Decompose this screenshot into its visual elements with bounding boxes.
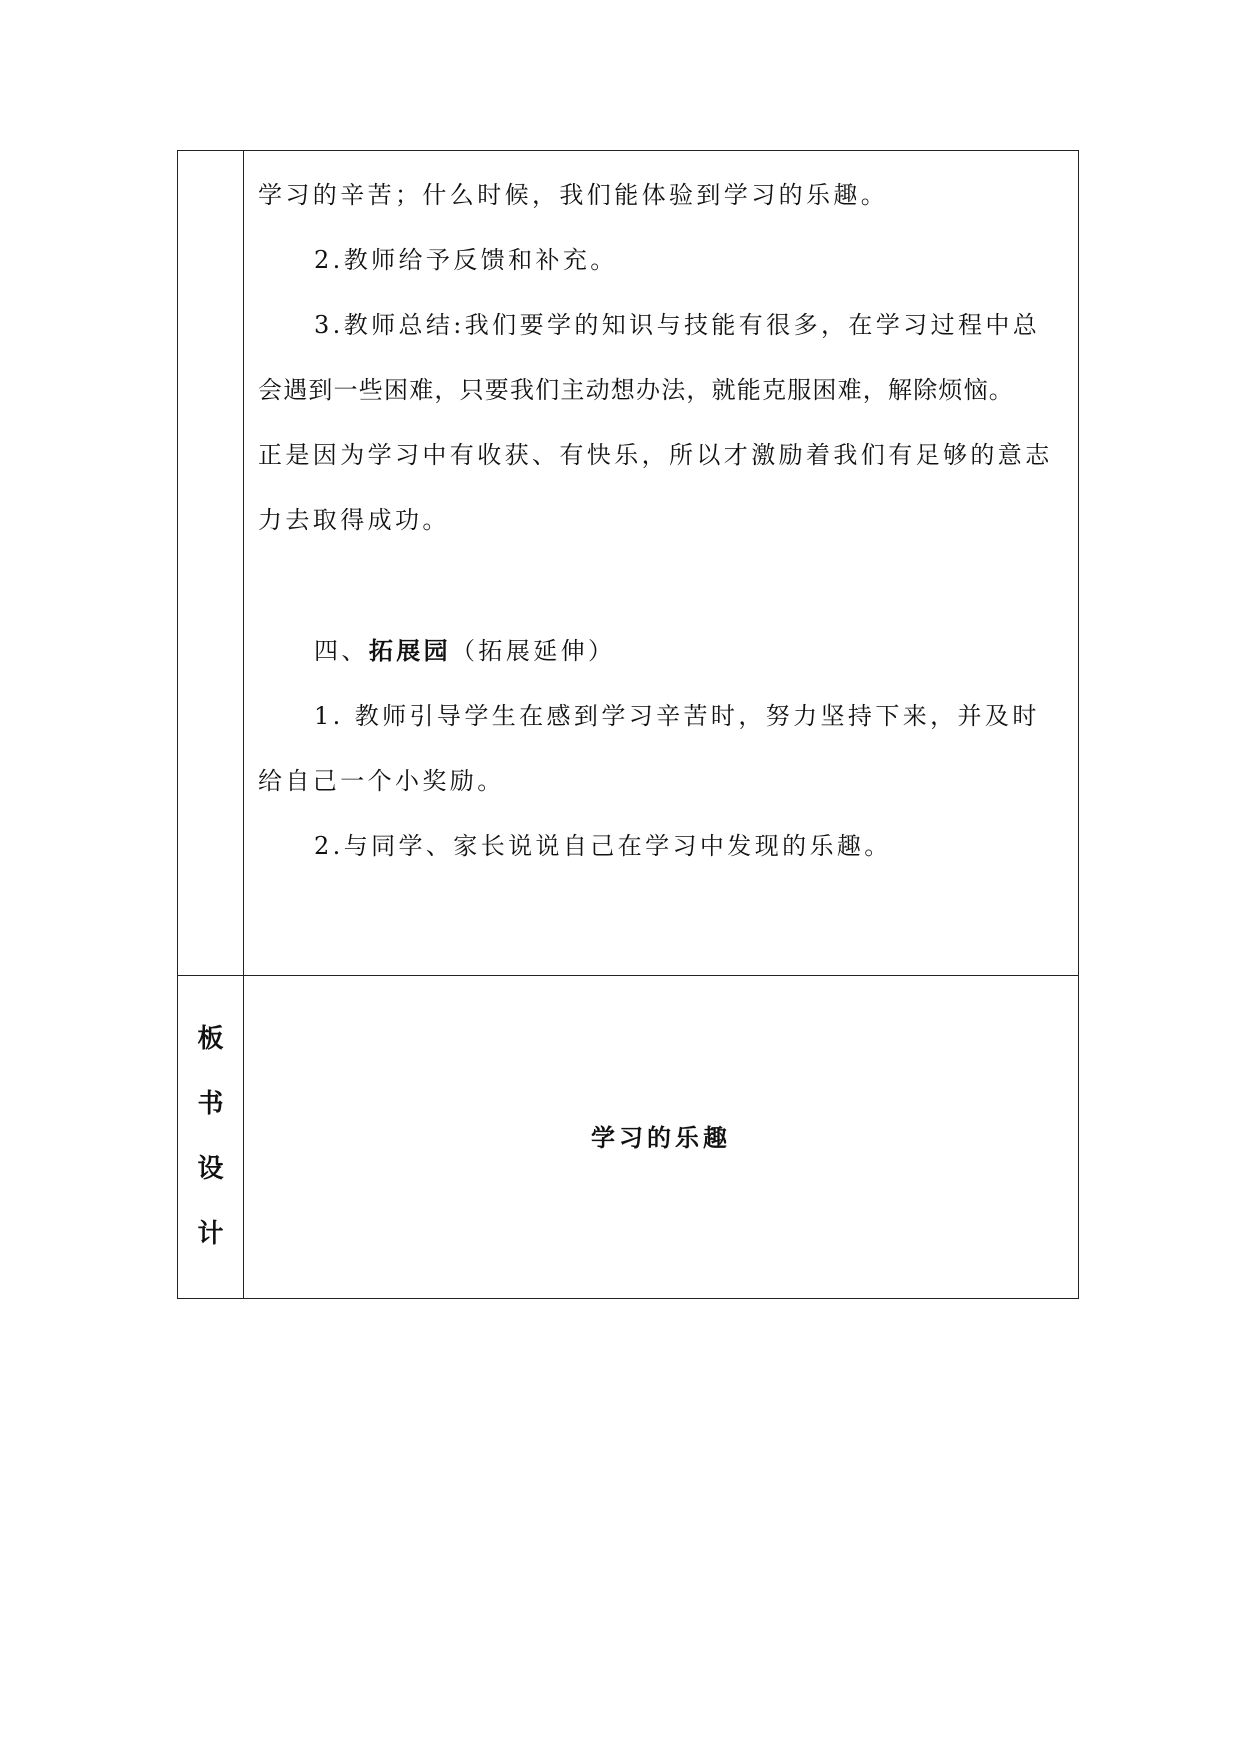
board-design-row [178,976,1079,1299]
text-line: 正是因为学习中有收获、有快乐，所以才激励着我们有足够的意志 [258,441,1053,469]
text-line: 3.教师总结:我们要学的知识与技能有很多，在学习过程中总 [314,311,1041,339]
board-title: 学习的乐趣 [591,1122,731,1152]
section-prefix: 四、 [314,637,369,665]
label-char: 设 [197,1154,224,1184]
text-line: 2.与同学、家长说说自己在学习中发现的乐趣。 [314,832,892,860]
process-label-cell [178,151,244,976]
process-content-cell [244,151,1079,976]
section-title: 拓展园 [368,636,452,665]
text-line: 力去取得成功。 [258,506,450,534]
process-row [178,151,1079,976]
text-line: 2.教师给予反馈和补充。 [314,246,618,274]
section-heading [258,618,1064,684]
lesson-plan-table [177,150,1079,1299]
board-design-label [178,976,244,1299]
section-note: （拓展延伸） [451,637,616,665]
label-char: 板 [197,1024,224,1054]
text-line: 学习的辛苦；什么时候，我们能体验到学习的乐趣。 [258,181,889,209]
text-line: 1. 教师引导学生在感到学习辛苦时，努力坚持下来，并及时 [314,702,1040,730]
label-char: 计 [197,1219,224,1249]
text-line: 给自己一个小奖励。 [258,767,505,795]
text-line: 会遇到一些困难，只要我们主动想办法，就能克服困难，解除烦恼。 [258,376,1014,404]
blank-line [258,553,1064,618]
label-char: 书 [197,1089,224,1119]
board-design-content [244,976,1079,1299]
